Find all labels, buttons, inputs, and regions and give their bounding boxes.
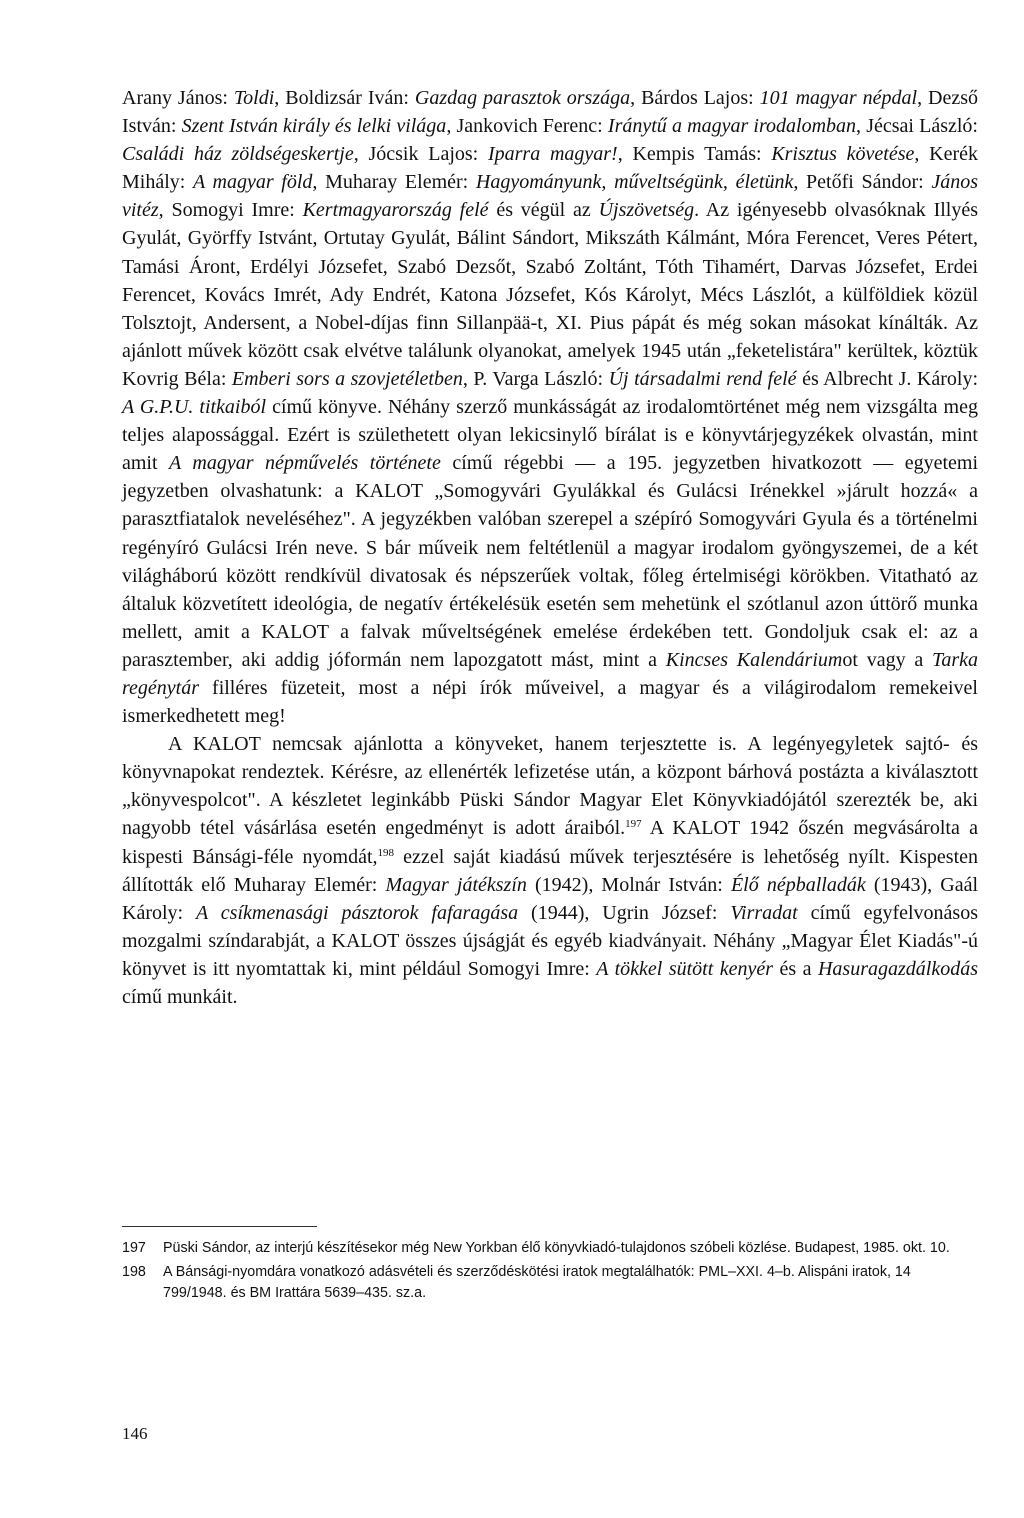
italic-title: Kincses Kalendárium [665,648,843,671]
italic-title: Emberi sors a szovjetéletben [231,367,463,390]
text-run: , Kerék Mihály: [122,143,979,194]
italic-title: A magyar föld [193,171,313,194]
footnote-text: Püski Sándor, az interjú készítésekor még New Yorkban élő könyvkiadó-tulajdonos szóbeli közlése. Budapest, 1985. okt. 10. [163,1240,950,1256]
text-run: , Petőfi Sándor: [793,171,932,194]
footnote-number: 197 [122,1240,146,1256]
text-run: (1942), Molnár István: [526,873,731,896]
body-text [122,84,978,1011]
footnote [122,1238,978,1260]
text-run: , Muharay Elemér: [312,171,476,194]
italic-title: János vitéz [122,171,978,222]
text-run: című könyve. Néhány szerző munkásságát az irodalomtörténet még nem vizsgálta meg teljes alapossággal. Ezért is születhetett olyan lekicsinylő bírálat is e könyvtárjegyzékek olvastán, mint amit [122,396,978,475]
text-run: A KALOT 1942 őszén megvásárolta a kispesti Bánsági-féle nyomdát, [122,817,978,868]
text-run: , Jécsai László: [856,115,978,138]
paragraph [122,730,978,1011]
italic-title: Virradat [730,901,798,924]
text-run: (1944), Ugrin József: [518,901,731,924]
italic-title: Új társadalmi rend felé [608,367,797,390]
text-run: A KALOT nemcsak ajánlotta a könyveket, hanem terjesztette is. A legényegyletek sajtó- és könyvnapokat rendeztek. Kérésre, az ellenérték lefizetése után, a központ bárhová postázta a kiválasztott „könyvespolcot". A készletet leginkább Püski Sándor Magyar Elet Könyvkiadójától szerezték be, aki nagyobb tétel vásárlása esetén engedményt is adott áraiból. [122,733,978,840]
text-run: , Jócsik Lajos: [353,143,488,166]
text-run: (1943), Gaál Károly: [122,873,979,924]
italic-title: Hasuragazdálkodás [817,957,978,980]
text-run: , P. Varga László: [462,367,609,390]
italic-title: Tarka regénytár [122,648,978,699]
italic-title: A csíkmenasági pásztorok fafaragása [196,901,519,924]
italic-title: Krisztus követése [771,143,915,166]
footnote-reference: 197 [625,818,642,831]
italic-title: Magyar játékszín [385,873,527,896]
italic-title: Toldi [233,87,275,109]
italic-title: Gazdag parasztok országa [414,87,631,109]
italic-title: Újszövetség [598,199,695,222]
italic-title: Családi ház zöldségeskertje [122,143,354,166]
footnote-text: A Bánsági-nyomdára vonatkozó adásvételi és szerződéskötési iratok megtalálhatók: PML–XXI. 4–b. Alispáni iratok, 14 799/1948. és BM Irattára 5639–435. sz.a. [163,1263,911,1301]
text-run: , Somogyi Imre: [158,199,303,222]
text-run: című egyfelvonásos mozgalmi színdarabját, a KALOT összes újságját és egyéb kiadványait. Néhány „Magyar Élet Kiadás"-ú könyvet is itt nyomtattak ki, mint például Somogyi Imre: [122,901,978,980]
text-run: című régebbi — a 195. jegyzetben hivatkozott — egyetemi jegyzetben olvashatunk: a KALOT „Somogyvári Gyulákkal és Gulácsi Irénekkel »járult hozzá« a parasztfiatalok neveléséhez". A jegyzékben valóban szerepel a szépíró Somogyvári Gyula és a történelmi regényíró Gulácsi Irén neve. S bár műveik nem feltétlenül a magyar irodalom gyöngyszemei, de a két világháború között rendkívül divatosak és népszerűek voltak, főleg értelmiségi körökben. Vitatható az általuk közvetített ideológia, de negatív értékelésük esetén sem mehetünk el szótlanul azon úttörő munka mellett, amit a KALOT a falvak műveltségének emelése érdekében tett. Gondoljuk csak el: az a parasztember, aki addig jóformán nem lapozgatott mást, mint a [122,452,979,671]
italic-title: Iparra magyar! [487,143,618,166]
footnote-number: 198 [122,1263,146,1280]
text-run: . Az igényesebb olvasóknak Illyés Gyulát, Györffy Istvánt, Ortutay Gyulát, Bálint Sándort, Mikszáth Kálmánt, Móra Ferencet, Veres Pétert, Tamási Áront, Erdélyi Józsefet, Szabó Dezsőt, Szabó Zoltánt, Tóth Tihamért, Darvas Józsefet, Erdei Ferencet, Kovács Imrét, Ady Endrét, Katona Józsefet, Kós Károlyt, Mécs Lászlót, a külföldiek közül Tolsztojt, Andersent, a Nobel-díjas finn Sillanpää-t, XI. Pius pápát és még sokan másokat kínálták. Az ajánlott művek között csak elvétve találunk olyanokat, amelyek 1945 után „feketelistára" kerültek, köztük Kovrig Béla: [122,199,979,390]
italic-title: A magyar népművelés története [169,452,441,475]
text-run: ot vagy a [842,648,933,671]
text-run: filléres füzeteit, most a népi írók műveivel, a magyar és a világirodalom remekeivel ismerkedhetett meg! [122,676,978,728]
text-run: , Dezső István: [122,87,979,138]
text-run: Arany János: [122,87,234,109]
italic-title: Szent István király és lelki világa [181,115,447,138]
text-run: , Kempis Tamás: [617,143,772,166]
text-run: , Jankovich Ferenc: [446,115,608,138]
italic-title: Kertmagyarország felé [302,199,489,222]
italic-title: A tökkel sütött kenyér [596,957,774,980]
text-run: című munkáit. [122,986,238,1008]
footnote-reference: 198 [377,846,395,859]
text-run: és Albrecht J. Károly: [796,367,979,390]
text-run: és a [773,957,818,980]
footnote-divider [122,1226,317,1227]
paragraph [122,84,978,730]
text-run: , Bárdos Lajos: [630,87,760,109]
footnote [122,1262,978,1305]
italic-title: A G.P.U. titkaiból [122,396,267,419]
page-number: 146 [122,1424,148,1443]
text-run: ezzel saját kiadású művek terjesztésére is lehetőség nyílt. Kispesten állították elő Muharay Elemér: [122,845,978,896]
text-run: , Boldizsár Iván: [274,87,415,109]
italic-title: Iránytű a magyar irodalomban [607,115,857,138]
italic-title: 101 magyar népdal [759,87,918,109]
footnotes [122,1238,978,1307]
italic-title: Élő népballadák [730,873,866,896]
text-run: és végül az [488,199,599,222]
italic-title: Hagyományunk, műveltségünk, életünk [475,171,794,194]
